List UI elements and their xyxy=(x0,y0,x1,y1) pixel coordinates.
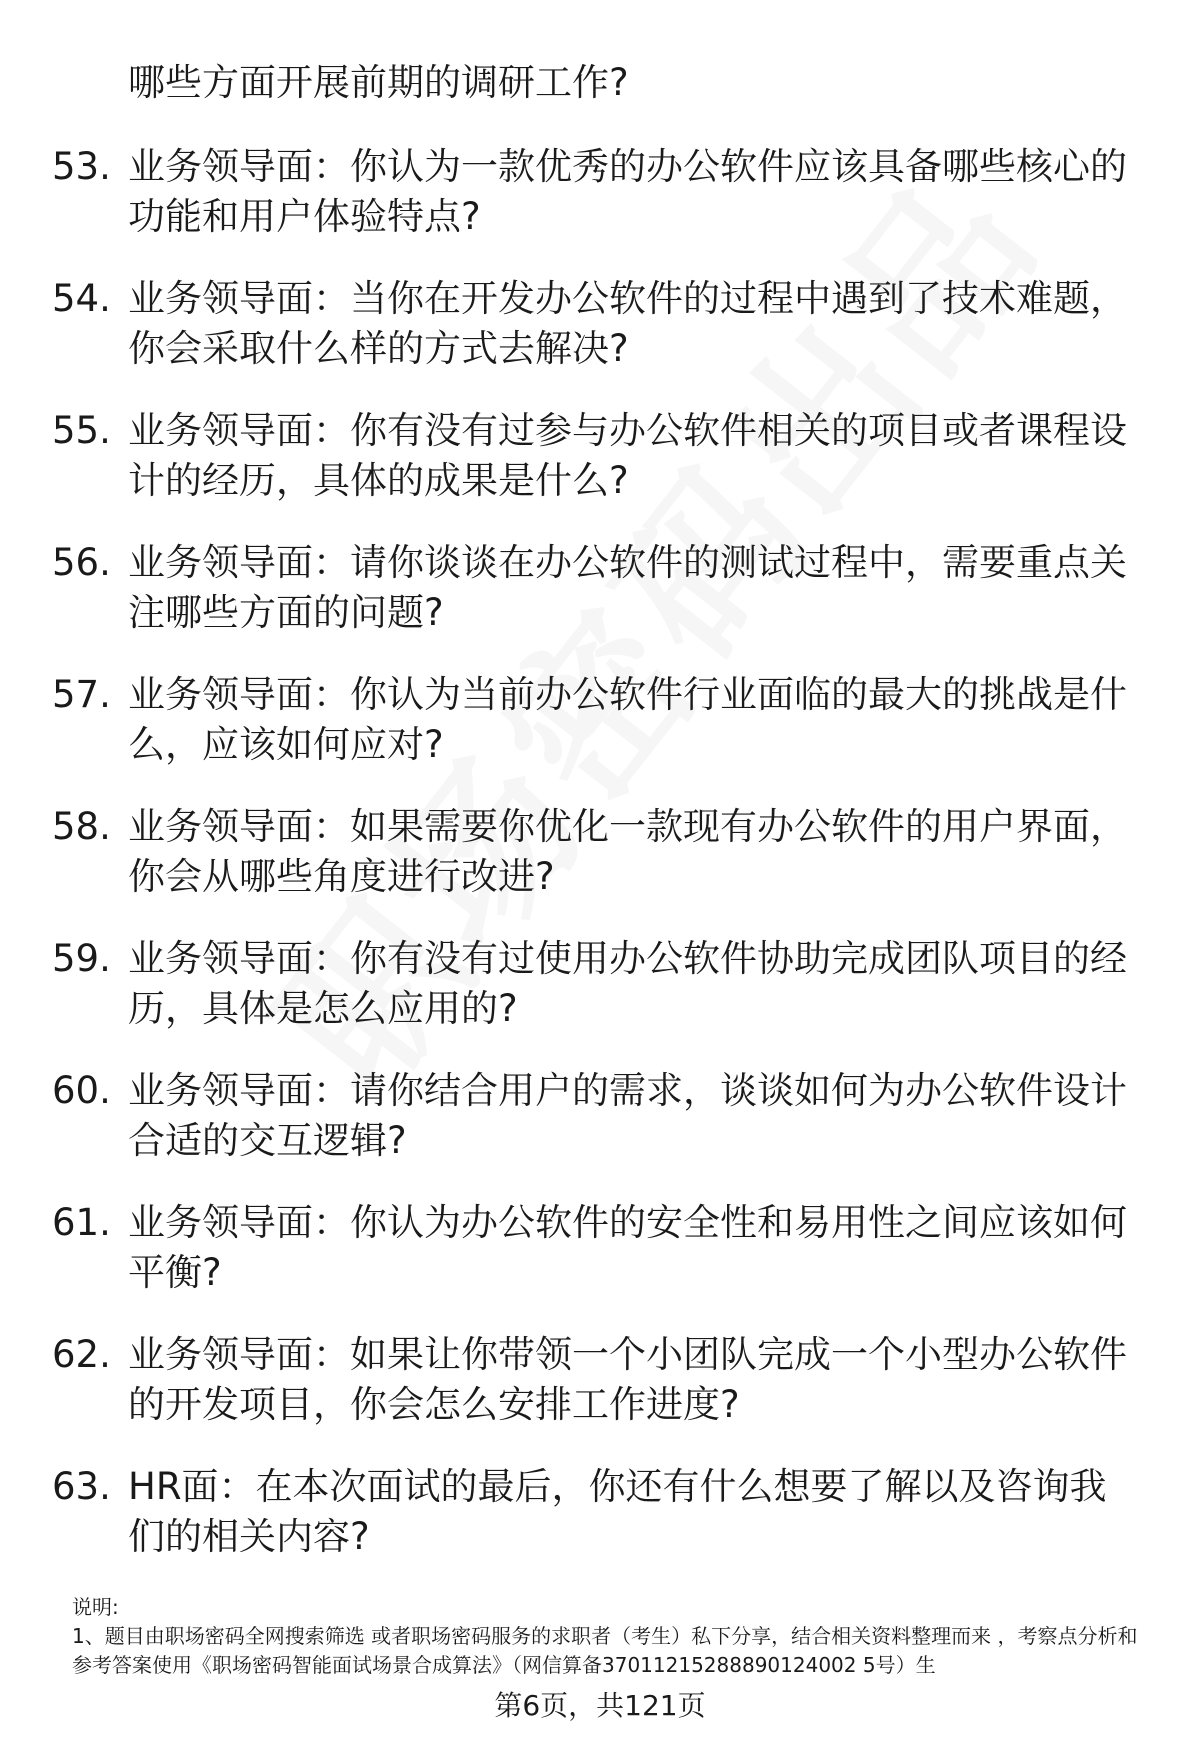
notes-section xyxy=(72,1593,1157,1680)
question-item xyxy=(0,1198,1200,1330)
question-number: 56. xyxy=(52,541,111,584)
question-number: 62. xyxy=(52,1333,111,1376)
question-text: 业务领导面：你认为一款优秀的办公软件应该具备哪些核心的功能和用户体验特点? xyxy=(128,145,1127,238)
question-item xyxy=(0,802,1200,934)
question-item xyxy=(0,1330,1200,1462)
question-number: 61. xyxy=(52,1201,111,1244)
question-text: HR面：在本次面试的最后，你还有什么想要了解以及咨询我们的相关内容? xyxy=(128,1465,1107,1558)
question-item xyxy=(0,1066,1200,1198)
question-text: 业务领导面：你认为当前办公软件行业面临的最大的挑战是什么，应该如何应对? xyxy=(128,673,1127,766)
question-number: 54. xyxy=(52,277,111,320)
question-number: 63. xyxy=(52,1465,111,1508)
question-text: 业务领导面：请你结合用户的需求，谈谈如何为办公软件设计合适的交互逻辑? xyxy=(128,1069,1127,1162)
question-text: 业务领导面：你有没有过使用办公软件协助完成团队项目的经历，具体是怎么应用的? xyxy=(128,937,1127,1030)
page-number: 第6页，共121页 xyxy=(494,1689,706,1722)
question-item xyxy=(0,142,1200,274)
question-list xyxy=(0,142,1200,1594)
question-item xyxy=(0,538,1200,670)
question-item xyxy=(0,274,1200,406)
question-item xyxy=(0,670,1200,802)
question-number: 60. xyxy=(52,1069,111,1112)
question-item xyxy=(0,406,1200,538)
question-number: 57. xyxy=(52,673,111,716)
question-text: 业务领导面：你认为办公软件的安全性和易用性之间应该如何平衡? xyxy=(128,1201,1127,1294)
question-text: 业务领导面：如果让你带领一个小团队完成一个小型办公软件的开发项目，你会怎么安排工作进度? xyxy=(128,1333,1127,1426)
question-text: 业务领导面：当你在开发办公软件的过程中遇到了技术难题，你会采取什么样的方式去解决? xyxy=(128,277,1127,370)
question-number: 58. xyxy=(52,805,111,848)
question-item xyxy=(0,1462,1200,1594)
question-text: 业务领导面：请你谈谈在办公软件的测试过程中，需要重点关注哪些方面的问题? xyxy=(128,541,1127,634)
notes-heading: 说明: xyxy=(72,1595,119,1619)
question-number: 55. xyxy=(52,409,111,452)
question-text: 业务领导面：你有没有过参与办公软件相关的项目或者课程设计的经历，具体的成果是什么? xyxy=(128,409,1127,502)
notes-item: 1、题目由职场密码全网搜索筛选 或者职场密码服务的求职者（考生）私下分享，结合相关资料整理而来 ，考察点分析和参考答案使用《职场密码智能面试场景合成算法》（网信算备37011215288890124002 5号）生 xyxy=(72,1624,1138,1677)
question-item xyxy=(0,934,1200,1066)
continuation-text: 哪些方面开展前期的调研工作? xyxy=(128,61,629,104)
question-number: 53. xyxy=(52,145,111,188)
question-text: 业务领导面：如果需要你优化一款现有办公软件的用户界面，你会从哪些角度进行改进? xyxy=(128,805,1127,898)
question-number: 59. xyxy=(52,937,111,980)
